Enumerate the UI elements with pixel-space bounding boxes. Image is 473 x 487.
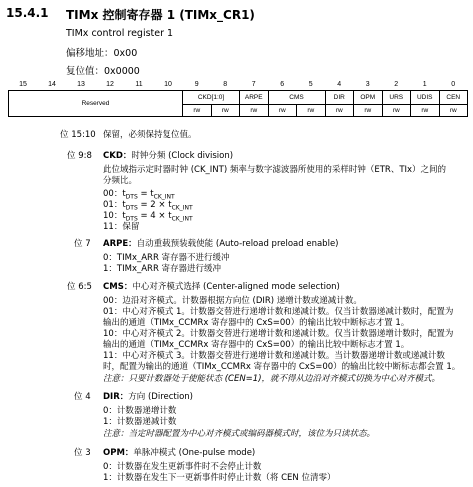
option-text: 保留 [122, 222, 140, 232]
bit-number-row [9, 79, 468, 90]
bit-label-4: 位 4 [74, 392, 91, 402]
cms-desc-line: 11：中心对齐模式 3。计数器交替进行递增计数和递减计数。当计数器递增计数或递减计数 [103, 351, 445, 361]
section-number: 15.4.1 [6, 6, 49, 20]
access-cell: rw [297, 104, 326, 116]
bit-number: 14 [38, 79, 67, 90]
arpe-desc-line: 0：TIMx_ARR 寄存器不进行缓冲 [103, 253, 230, 263]
field-title-opm: 单脉冲模式 (One-pulse mode) [133, 448, 256, 458]
field-name-arpe: ARPE： [103, 239, 137, 249]
bit-number: 13 [67, 79, 96, 90]
field-name-dir: DIR： [103, 392, 129, 402]
access-cell: rw [382, 104, 411, 116]
field-arpe: ARPE [240, 90, 269, 104]
dir-desc-line: 1：计数器递减计数 [103, 417, 177, 427]
bit-number: 1 [411, 79, 440, 90]
field-udis: UDIS [411, 90, 440, 104]
access-cell: rw [411, 104, 440, 116]
option-subscript: DTS [125, 193, 138, 201]
option-text: = t [137, 189, 154, 199]
bit-number: 11 [125, 79, 154, 90]
option-subscript: DTS [125, 204, 138, 212]
bit-heading-cms [103, 282, 340, 293]
bit-heading-ckd [103, 151, 233, 162]
bit-number: 15 [9, 79, 38, 90]
cms-desc-line: 10：中心对齐模式 2。计数器交替进行递增计数和递减计数。仅当计数器递增计数时，配置为 [103, 329, 454, 339]
cms-desc-line: 时，配置为输出的通道（TIMx_CCMRx 寄存器中的 CxS=00）的输出比较中断标志都会置 1。 [103, 362, 461, 372]
register-subtitle: TIMx control register 1 [66, 28, 174, 39]
bit-number: 3 [354, 79, 383, 90]
bit-number: 0 [439, 79, 468, 90]
option-subscript: CK_INT [171, 215, 193, 223]
cms-desc-line: 00：边沿对齐模式。计数器根据方向位 (DIR) 递增计数或递减计数。 [103, 296, 362, 306]
bit-heading-arpe [103, 239, 339, 250]
option-code: 00： [103, 189, 123, 199]
ckd-desc-line: 此位域指示定时器时钟 (CK_INT) 频率与数字滤波器所使用的采样时钟（ETR、TIx）之间的 [103, 165, 447, 175]
field-name-cms: CMS： [103, 282, 133, 292]
register-bit-table [8, 79, 468, 117]
bit-number: 12 [96, 79, 125, 90]
opm-desc-line: 1：计数器在发生下一更新事件时停止计数（将 CEN 位清零） [103, 473, 336, 483]
field-cen: CEN [439, 90, 468, 104]
access-cell: rw [439, 104, 468, 116]
option-text: = 4 × t [137, 211, 172, 221]
arpe-desc-line: 1：TIMx_ARR 寄存器进行缓冲 [103, 264, 222, 274]
field-cms: CMS [268, 90, 325, 104]
opm-desc-line: 0：计数器在发生更新事件时不会停止计数 [103, 462, 262, 472]
option-text: t [122, 200, 126, 210]
bit-number: 6 [268, 79, 297, 90]
bit-number: 10 [154, 79, 183, 90]
bit-label-9-8: 位 9:8 [67, 151, 92, 161]
access-cell: rw [268, 104, 297, 116]
option-code: 01： [103, 200, 123, 210]
cms-note: 注意：只要计数器处于使能状态 (CEN=1)，就不得从边沿对齐模式切换为中心对齐模式。 [103, 374, 441, 384]
option-subscript: CK_INT [171, 204, 193, 212]
option-text: t [122, 211, 126, 221]
bit-number: 7 [240, 79, 269, 90]
cms-desc-line: 01：中心对齐模式 1。计数器交替进行递增计数和递减计数。仅当计数器递减计数时，配置为 [103, 307, 454, 317]
access-cell: rw [325, 104, 354, 116]
ckd-option-11 [103, 222, 139, 233]
cms-desc-line: 输出的通道（TIMx_CCMRx 寄存器中的 CxS=00）的输出比较中断标志才置 1。 [103, 340, 410, 350]
dir-note: 注意：当定时器配置为中心对齐模式或编码器模式时，该位为只读状态。 [103, 429, 376, 439]
bit-heading-dir [103, 392, 193, 403]
field-name-row [9, 90, 468, 104]
option-code: 11： [103, 222, 123, 232]
bit-label-7: 位 7 [74, 239, 91, 249]
reserved-field: Reserved [9, 90, 183, 116]
option-code: 10： [103, 211, 123, 221]
dir-desc-line: 0：计数器递增计数 [103, 406, 177, 416]
field-title-dir: 方向 (Direction) [128, 392, 193, 402]
bit-label-15-10: 位 15:10 [60, 130, 96, 140]
field-name-ckd: CKD： [103, 151, 132, 161]
access-cell: rw [354, 104, 383, 116]
bit-label-6-5: 位 6:5 [67, 282, 92, 292]
field-urs: URS [382, 90, 411, 104]
bit-number: 4 [325, 79, 354, 90]
bit-desc-15-10: 保留，必须保持复位值。 [103, 130, 197, 140]
bit-label-3: 位 3 [74, 448, 91, 458]
option-text: t [122, 189, 126, 199]
field-title-ckd: 时钟分频 (Clock division) [131, 151, 234, 161]
field-opm: OPM [354, 90, 383, 104]
field-name-opm: OPM： [103, 448, 134, 458]
access-cell: rw [240, 104, 269, 116]
option-subscript: CK_INT [153, 193, 175, 201]
field-title-arpe: 自动重载预装载使能 (Auto-reload preload enable) [136, 239, 339, 249]
bit-number: 9 [183, 79, 212, 90]
field-dir: DIR [325, 90, 354, 104]
cms-desc-line: 输出的通道（TIMx_CCMRx 寄存器中的 CxS=00）的输出比较中断标志才置 1。 [103, 318, 410, 328]
bit-number: 8 [211, 79, 240, 90]
bit-number: 5 [297, 79, 326, 90]
offset-address: 偏移地址：0x00 [66, 48, 138, 59]
field-ckd: CKD[1:0] [183, 90, 240, 104]
ckd-desc-line: 分频比。 [103, 176, 138, 186]
option-text: = 2 × t [137, 200, 172, 210]
field-title-cms: 中心对齐模式选择 (Center-aligned mode selection) [132, 282, 340, 292]
option-subscript: DTS [125, 215, 138, 223]
section-title: TIMx 控制寄存器 1 (TIMx_CR1) [66, 8, 255, 22]
access-cell: rw [211, 104, 240, 116]
bit-heading-opm [103, 448, 255, 459]
reset-value: 复位值：0x0000 [66, 66, 140, 77]
access-cell: rw [183, 104, 212, 116]
bit-number: 2 [382, 79, 411, 90]
